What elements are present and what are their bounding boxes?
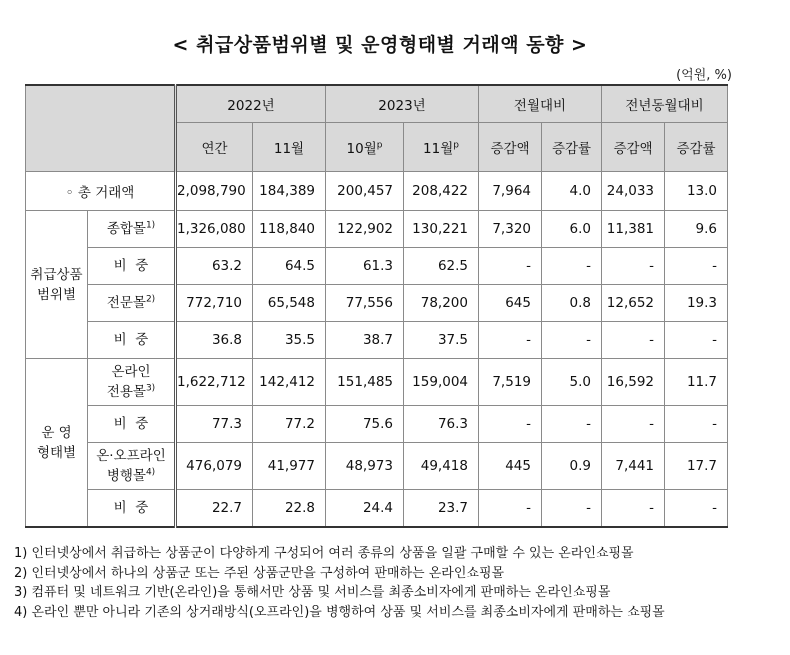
table-row bbox=[26, 285, 728, 322]
cell: 13.0 bbox=[665, 172, 728, 211]
cell: - bbox=[665, 490, 728, 528]
cell: 48,973 bbox=[326, 443, 404, 490]
row-label: 전문몰$^{2)}$ bbox=[88, 285, 176, 322]
cell: - bbox=[479, 406, 542, 443]
cell: 7,441 bbox=[602, 443, 665, 490]
header-yoy-amount: 증감액 bbox=[602, 123, 665, 172]
table-row bbox=[26, 443, 728, 490]
cell: 11,381 bbox=[602, 211, 665, 248]
cell: 24,033 bbox=[602, 172, 665, 211]
cell: - bbox=[602, 490, 665, 528]
cell: 62.5 bbox=[404, 248, 479, 285]
header-corner bbox=[26, 85, 176, 172]
cell: 24.4 bbox=[326, 490, 404, 528]
cell: 7,964 bbox=[479, 172, 542, 211]
row-label: 온·오프라인 병행몰$^{4)}$ bbox=[88, 443, 176, 490]
cell: 64.5 bbox=[253, 248, 326, 285]
row-label: 종합몰$^{1)}$ bbox=[88, 211, 176, 248]
cell: 16,592 bbox=[602, 359, 665, 406]
row-label: 온라인 전용몰$^{3)}$ bbox=[88, 359, 176, 406]
cell: 41,977 bbox=[253, 443, 326, 490]
cell: 159,004 bbox=[404, 359, 479, 406]
row-label: 비 중 bbox=[88, 322, 176, 359]
row-label: 비 중 bbox=[88, 248, 176, 285]
header-2022: 2022년 bbox=[176, 85, 326, 123]
cell: 118,840 bbox=[253, 211, 326, 248]
cell: 77,556 bbox=[326, 285, 404, 322]
cell: 22.7 bbox=[176, 490, 253, 528]
cell: 22.8 bbox=[253, 490, 326, 528]
cell: 9.6 bbox=[665, 211, 728, 248]
cell: 75.6 bbox=[326, 406, 404, 443]
cell: 645 bbox=[479, 285, 542, 322]
header-nov-2023: 11월$^p$ bbox=[404, 123, 479, 172]
cell: 445 bbox=[479, 443, 542, 490]
cell: 0.9 bbox=[542, 443, 602, 490]
cell: 142,412 bbox=[253, 359, 326, 406]
row-label: 비 중 bbox=[88, 406, 176, 443]
cell: 772,710 bbox=[176, 285, 253, 322]
table-row bbox=[26, 406, 728, 443]
cell: - bbox=[602, 248, 665, 285]
cell: 19.3 bbox=[665, 285, 728, 322]
cell: - bbox=[602, 322, 665, 359]
cell: 38.7 bbox=[326, 322, 404, 359]
footnote-4: 4) 온라인 뿐만 아니라 기존의 상거래방식(오프라인)을 병행하여 상품 및 서비스를 최종소비자에게 판매하는 쇼핑몰 bbox=[14, 604, 665, 620]
footnotes bbox=[14, 544, 665, 622]
table-row-total bbox=[26, 172, 728, 211]
cell: 76.3 bbox=[404, 406, 479, 443]
cell: 1,622,712 bbox=[176, 359, 253, 406]
cell: 77.2 bbox=[253, 406, 326, 443]
cell: 122,902 bbox=[326, 211, 404, 248]
cell: 130,221 bbox=[404, 211, 479, 248]
header-mom-amount: 증감액 bbox=[479, 123, 542, 172]
cell: 151,485 bbox=[326, 359, 404, 406]
footnote-2: 2) 인터넷상에서 하나의 상품군 또는 주된 상품군만을 구성하여 판매하는 온라인쇼핑몰 bbox=[14, 565, 505, 581]
row-label: 비 중 bbox=[88, 490, 176, 528]
cell: 184,389 bbox=[253, 172, 326, 211]
cell: - bbox=[542, 406, 602, 443]
cell: 7,519 bbox=[479, 359, 542, 406]
cell: - bbox=[479, 490, 542, 528]
cell: 200,457 bbox=[326, 172, 404, 211]
cell: 0.8 bbox=[542, 285, 602, 322]
group-label-product: 취급상품 범위별 bbox=[26, 211, 88, 359]
cell: - bbox=[602, 406, 665, 443]
header-2023: 2023년 bbox=[326, 85, 479, 123]
header-oct-2023: 10월$^p$ bbox=[326, 123, 404, 172]
cell: 1,326,080 bbox=[176, 211, 253, 248]
cell: 65,548 bbox=[253, 285, 326, 322]
cell: 35.5 bbox=[253, 322, 326, 359]
header-yoy-rate: 증감률 bbox=[665, 123, 728, 172]
unit-label: (억원, %) bbox=[676, 68, 732, 83]
cell: 36.8 bbox=[176, 322, 253, 359]
cell: 12,652 bbox=[602, 285, 665, 322]
cell: 17.7 bbox=[665, 443, 728, 490]
cell: 37.5 bbox=[404, 322, 479, 359]
table-title: < 취급상품범위별 및 운영형태별 거래액 동향 > bbox=[172, 34, 588, 56]
group-label-operation: 운 영 형태별 bbox=[26, 359, 88, 528]
cell: - bbox=[542, 490, 602, 528]
table-row bbox=[26, 322, 728, 359]
table-row bbox=[26, 211, 728, 248]
cell: - bbox=[479, 248, 542, 285]
cell: 78,200 bbox=[404, 285, 479, 322]
cell: 6.0 bbox=[542, 211, 602, 248]
cell: - bbox=[542, 248, 602, 285]
header-mom-rate: 증감률 bbox=[542, 123, 602, 172]
table-row bbox=[26, 359, 728, 406]
header-yoy: 전년동월대비 bbox=[602, 85, 728, 123]
table-row bbox=[26, 490, 728, 528]
cell: 4.0 bbox=[542, 172, 602, 211]
cell: - bbox=[665, 248, 728, 285]
cell: - bbox=[665, 406, 728, 443]
cell: 2,098,790 bbox=[176, 172, 253, 211]
cell: 208,422 bbox=[404, 172, 479, 211]
cell: 23.7 bbox=[404, 490, 479, 528]
cell: 5.0 bbox=[542, 359, 602, 406]
table-row bbox=[26, 248, 728, 285]
cell: 61.3 bbox=[326, 248, 404, 285]
cell: - bbox=[665, 322, 728, 359]
transaction-table bbox=[25, 84, 728, 528]
cell: - bbox=[479, 322, 542, 359]
footnote-3: 3) 컴퓨터 및 네트워크 기반(온라인)을 통해서만 상품 및 서비스를 최종소비자에게 판매하는 온라인쇼핑몰 bbox=[14, 585, 611, 600]
cell: 476,079 bbox=[176, 443, 253, 490]
cell: 49,418 bbox=[404, 443, 479, 490]
cell: 7,320 bbox=[479, 211, 542, 248]
header-annual: 연간 bbox=[176, 123, 253, 172]
row-label: ◦ 총 거래액 bbox=[26, 172, 176, 211]
header-nov-2022: 11월 bbox=[253, 123, 326, 172]
cell: - bbox=[542, 322, 602, 359]
cell: 63.2 bbox=[176, 248, 253, 285]
header-mom: 전월대비 bbox=[479, 85, 602, 123]
cell: 77.3 bbox=[176, 406, 253, 443]
cell: 11.7 bbox=[665, 359, 728, 406]
footnote-1: 1) 인터넷상에서 취급하는 상품군이 다양하게 구성되어 여러 종류의 상품을 일괄 구매할 수 있는 온라인쇼핑몰 bbox=[14, 546, 634, 561]
